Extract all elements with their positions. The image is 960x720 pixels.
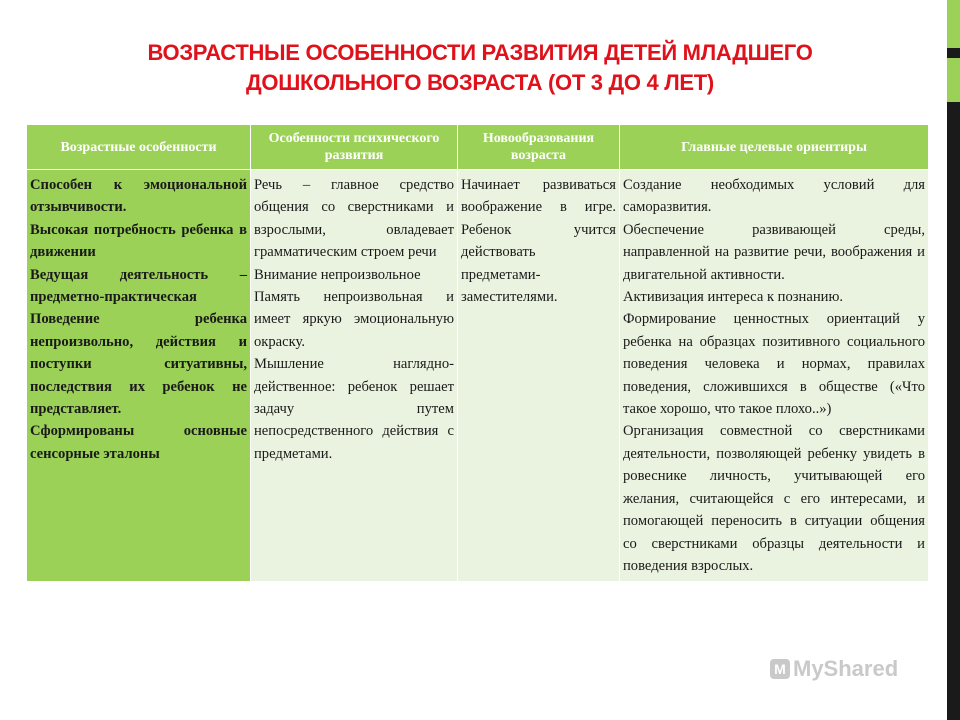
cell-paragraph: Мышление наглядно-действенное: ребенок решает задачу путем непосредственного действия с предметами. [254,356,454,462]
cell-psych-development [251,170,458,582]
development-table [26,124,929,582]
cell-paragraph: Внимание непроизвольное [254,266,421,283]
cell-paragraph: Формирование ценностных ориентаций у ребенка на образцах позитивного социального поведения человека и нормах, правилах поведения, сложившихся в обществе («Что такое хорошо, что такое плохо..») [623,311,925,418]
cell-paragraph: Высокая потребность ребенка в движении [30,221,247,261]
watermark-logo-icon: M [770,659,790,679]
cell-paragraph: Организация совместной со сверстниками деятельности, позволяющей ребенку увидеть в ровеснике личность, учитывающей его желания, считающейся с его интересами, и помогающей переносить в ситуации общения со сверстниками образцы деятельности и поведения взрослых. [623,423,925,574]
cell-paragraph: Обеспечение развивающей среды, направленной на развитие речи, воображения и двигательной активности. [623,221,925,283]
header-new-formations: Новообразования возраста [458,125,620,170]
title-line-1: ВОЗРАСТНЫЕ ОСОБЕННОСТИ РАЗВИТИЯ ДЕТЕЙ МЛАДШЕГО [147,40,813,65]
header-age-features: Возрастные особенности [27,125,251,170]
cell-paragraph: Активизация интереса к познанию. [623,289,844,306]
cell-paragraph: Сформированы основные сенсорные эталоны [30,423,247,462]
accent-bar [947,0,960,720]
cell-paragraph: Поведение ребенка непроизвольно, действия и поступки ситуативны, последствия их ребенок не представляет. [30,311,247,418]
cell-new-formations [458,170,620,582]
watermark [770,656,898,682]
accent-segment [947,58,960,102]
accent-segment [947,0,960,48]
cell-target-guidelines [620,170,929,582]
cell-paragraph: Память непроизвольная и имеет яркую эмоциональную окраску. [254,289,454,350]
slide-title [40,38,920,98]
cell-paragraph: Создание необходимых условий для саморазвития. [623,177,925,216]
title-line-2: ДОШКОЛЬНОГО ВОЗРАСТА (ОТ 3 ДО 4 ЛЕТ) [246,70,714,95]
header-psych-development: Особенности психического развития [251,125,458,170]
watermark-text: MyShared [793,656,899,681]
cell-paragraph: Речь – главное средство общения со сверстниками и взрослыми, овладевает грамматическим строем речи [254,177,454,261]
cell-paragraph: Начинает развиваться воображение в игре. Ребенок учится действовать предметами-заместителями. [461,177,616,306]
cell-age-features [27,170,251,582]
table-header-row [27,125,929,170]
header-target-guidelines: Главные целевые ориентиры [620,125,929,170]
table-row [27,170,929,582]
cell-paragraph: Способен к эмоциональной отзывчивости. [30,177,247,216]
cell-paragraph: Ведущая деятельность – предметно-практическая [30,266,247,306]
